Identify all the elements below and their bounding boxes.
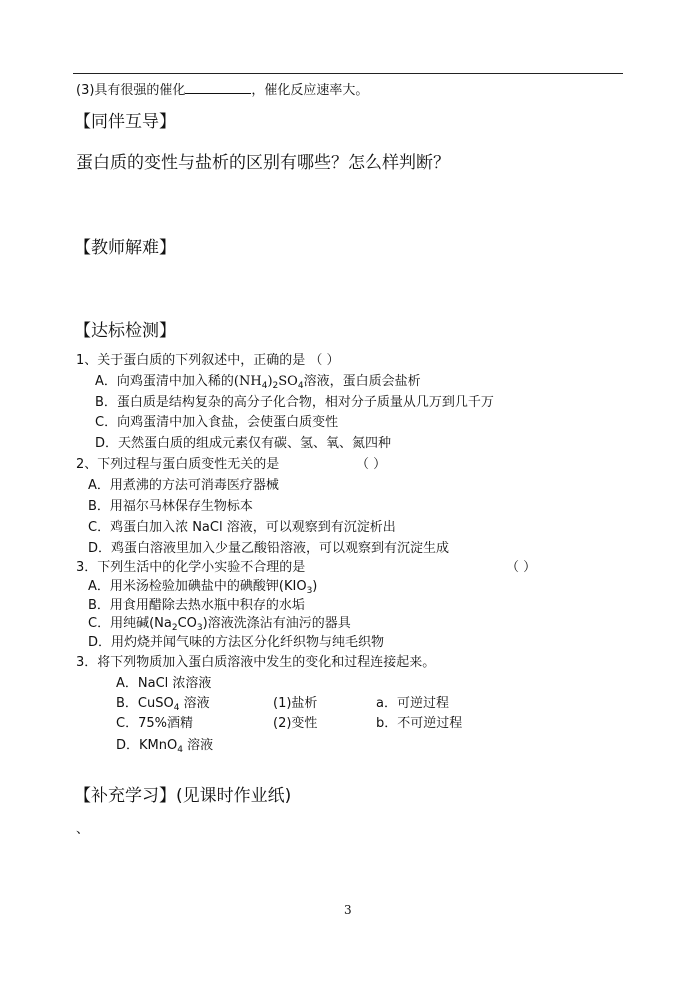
section-test: 【达标检测】 (74, 321, 176, 341)
q1-a-text: A．向鸡蛋清中加入稀的 (95, 374, 234, 389)
q3-option-d: D．用灼烧并闻气味的方法区分化纤织物与纯毛织物 (88, 635, 385, 650)
q1-option-a (95, 370, 421, 391)
section-supplement: 【补充学习】(见课时作业纸) (74, 786, 292, 806)
q2-option-d: D．鸡蛋白溶液里加入少量乙酸铅溶液，可以观察到有沉淀生成 (88, 541, 450, 556)
q3-option-b: B．用食用醋除去热水瓶中积存的水垢 (88, 598, 305, 613)
q3-paren: （ ） (506, 560, 537, 575)
q4-d-text: D．KMnO (116, 738, 178, 753)
q4-process-a: a．可逆过程 (376, 696, 449, 711)
page-number: 3 (344, 903, 352, 917)
q4-d-post: 溶液 (182, 738, 214, 753)
q4-item-d (116, 734, 213, 755)
q3-c-mid: CO (177, 616, 197, 631)
q3-c-text: C．用纯碱(Na (88, 616, 172, 631)
q2-option-c: C．鸡蛋白加入浓 NaCl 溶液，可以观察到有沉淀析出 (88, 520, 396, 535)
q3-option-c (88, 612, 351, 633)
q2-stem: 2、下列过程与蛋白质变性无关的是 (76, 457, 280, 472)
q2-option-b: B．用福尔马林保存生物标本 (88, 499, 253, 514)
q4-b-text: B．CuSO (116, 696, 174, 711)
fill-blank[interactable] (185, 82, 251, 94)
q4-item-a: A．NaCl 浓溶液 (116, 676, 212, 691)
q4-stem: 3．将下列物质加入蛋白质溶液中发生的变化和过程连接起来。 (76, 655, 436, 670)
section-teacher: 【教师解难】 (74, 238, 176, 258)
q1-option-d: D．天然蛋白质的组成元素仅有碳、氢、氧、氮四种 (95, 436, 392, 451)
q3-a-text: A．用米汤检验加碘盐中的碘酸钾(KIO (88, 579, 307, 594)
q3-stem: 3．下列生活中的化学小实验不合理的是 (76, 560, 306, 575)
q1-option-b: B．蛋白质是结构复杂的高分子化合物，相对分子质量从几万到几千万 (95, 395, 494, 410)
q4-b-post: 溶液 (179, 696, 210, 711)
top-rule (73, 73, 623, 74)
header-prefix: (3)具有很强的催化 (76, 83, 186, 98)
q3-option-a (88, 575, 317, 596)
q3-c-post: )溶液洗涤沾有油污的器具 (202, 616, 351, 631)
q1-a-sub1: 4 (261, 381, 268, 391)
q3-a-post: ) (312, 579, 318, 594)
peer-question: 蛋白质的变性与盐析的区别有哪些？怎么样判断？ (76, 153, 450, 173)
q3-c-sub2: 3 (196, 623, 203, 633)
q4-process-b: b．不可逆过程 (376, 716, 463, 731)
q4-change-1: (1)盐析 (273, 696, 318, 711)
q1-a-chem: (NH (233, 374, 262, 389)
q3-c-sub1: 2 (171, 623, 178, 633)
section-peer: 【同伴互导】 (74, 112, 176, 132)
stray-mark: 、 (76, 822, 90, 837)
q1-a-post: 溶液，蛋白质会盐析 (303, 374, 421, 389)
header-suffix: ，催化反应速率大。 (251, 83, 369, 98)
q4-item-b (116, 692, 210, 713)
q1-a-mid: ) (267, 374, 273, 389)
q2-paren: （ ） (356, 457, 387, 472)
q1-a-sub3: 4 (297, 381, 304, 391)
q1-a-sub2: 2 (272, 381, 279, 391)
header-line (76, 79, 368, 98)
q4-b-sub: 4 (173, 703, 180, 713)
q1-a-so: SO (278, 374, 298, 389)
q3-a-sub: 3 (306, 586, 313, 596)
q4-item-c: C．75%酒精 (116, 716, 193, 731)
q4-d-sub: 4 (177, 745, 183, 755)
q1-stem: 1、关于蛋白质的下列叙述中，正确的是 （ ） (76, 353, 340, 368)
q1-option-c: C．向鸡蛋清中加入食盐，会使蛋白质变性 (95, 415, 339, 430)
q4-change-2: (2)变性 (273, 716, 318, 731)
q2-option-a: A．用煮沸的方法可消毒医疗器械 (88, 478, 279, 493)
